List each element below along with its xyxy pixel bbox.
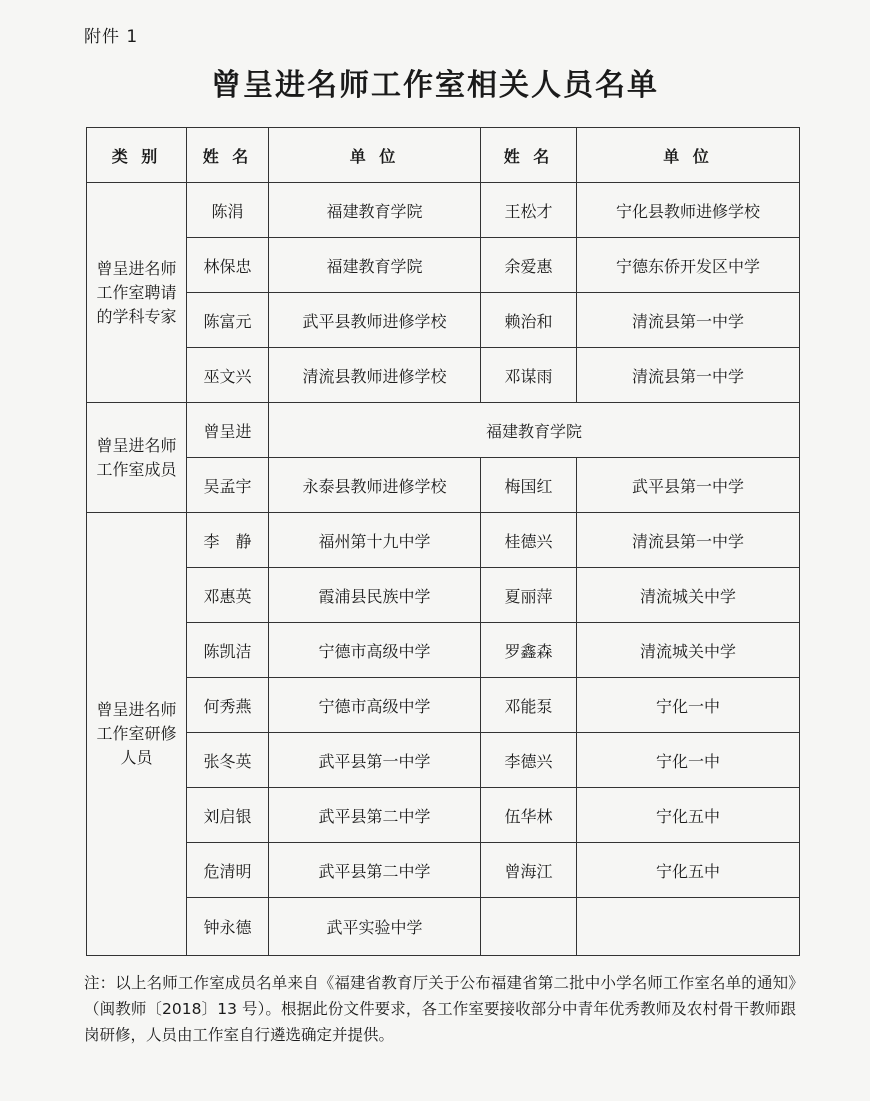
name-cell: 夏丽萍 [481,568,577,623]
unit-cell: 清流县教师进修学校 [269,348,481,403]
unit-cell: 福州第十九中学 [269,513,481,568]
name-cell: 邓谋雨 [481,348,577,403]
unit-cell: 霞浦县民族中学 [269,568,481,623]
unit-cell [577,898,800,956]
unit-cell: 宁化五中 [577,843,800,898]
table-row [87,843,800,898]
name-cell: 邓惠英 [187,568,269,623]
attachment-label: 附件 1 [84,27,139,47]
name-cell [481,898,577,956]
name-cell: 巫文兴 [187,348,269,403]
name-cell: 赖治和 [481,293,577,348]
table-row [87,183,800,238]
name-cell: 何秀燕 [187,678,269,733]
unit-cell: 宁德东侨开发区中学 [577,238,800,293]
table-row [87,678,800,733]
name-cell: 罗鑫森 [481,623,577,678]
table-row [87,898,800,956]
name-cell: 王松才 [481,183,577,238]
table-row [87,348,800,403]
page-title: 曾呈进名师工作室相关人员名单 [211,68,659,103]
header-category: 类 别 [87,128,187,183]
name-cell: 刘启银 [187,788,269,843]
unit-cell-merged: 福建教育学院 [269,403,800,458]
table-row [87,458,800,513]
table-row [87,238,800,293]
unit-cell: 武平县第一中学 [269,733,481,788]
header-name-2: 姓 名 [481,128,577,183]
table-row [87,403,800,458]
unit-cell: 宁化一中 [577,678,800,733]
unit-cell: 武平县第二中学 [269,843,481,898]
name-cell: 钟永德 [187,898,269,956]
table-row [87,513,800,568]
roster-table [86,127,800,956]
name-cell: 曾呈进 [187,403,269,458]
category-cell-trainees: 曾呈进名师工作室研修人员 [87,513,187,956]
category-cell-experts: 曾呈进名师工作室聘请的学科专家 [87,183,187,403]
header-name-1: 姓 名 [187,128,269,183]
name-cell: 陈富元 [187,293,269,348]
unit-cell: 福建教育学院 [269,183,481,238]
name-cell: 陈涓 [187,183,269,238]
table-row [87,568,800,623]
category-cell-members: 曾呈进名师工作室成员 [87,403,187,513]
footnote: 注：以上名师工作室成员名单来自《福建省教育厅关于公布福建省第二批中小学名师工作室名单的通知》（闽教师〔2018〕13 号）。根据此份文件要求，各工作室要接收部分中青年优秀教师及农村骨干教师跟岗研修，人员由工作室自行遴选确定并提供。 [84,974,796,1044]
name-cell: 危清明 [187,843,269,898]
unit-cell: 永泰县教师进修学校 [269,458,481,513]
name-cell: 邓能泵 [481,678,577,733]
unit-cell: 宁德市高级中学 [269,623,481,678]
table-row [87,733,800,788]
name-cell: 陈凯洁 [187,623,269,678]
unit-cell: 福建教育学院 [269,238,481,293]
unit-cell: 武平县第二中学 [269,788,481,843]
unit-cell: 宁化一中 [577,733,800,788]
unit-cell: 宁德市高级中学 [269,678,481,733]
name-cell: 梅国红 [481,458,577,513]
table-row [87,788,800,843]
name-cell: 伍华林 [481,788,577,843]
name-cell: 曾海江 [481,843,577,898]
header-row [87,128,800,183]
table-row [87,623,800,678]
name-cell: 余爱惠 [481,238,577,293]
name-cell: 吴孟宇 [187,458,269,513]
header-unit-2: 单 位 [577,128,800,183]
unit-cell: 清流县第一中学 [577,348,800,403]
header-unit-1: 单 位 [269,128,481,183]
unit-cell: 宁化县教师进修学校 [577,183,800,238]
unit-cell: 清流县第一中学 [577,513,800,568]
name-cell: 桂德兴 [481,513,577,568]
unit-cell: 武平县第一中学 [577,458,800,513]
unit-cell: 清流城关中学 [577,623,800,678]
table-row [87,293,800,348]
unit-cell: 宁化五中 [577,788,800,843]
unit-cell: 清流县第一中学 [577,293,800,348]
unit-cell: 清流城关中学 [577,568,800,623]
name-cell: 李德兴 [481,733,577,788]
name-cell: 李 静 [187,513,269,568]
unit-cell: 武平县教师进修学校 [269,293,481,348]
name-cell: 张冬英 [187,733,269,788]
name-cell: 林保忠 [187,238,269,293]
unit-cell: 武平实验中学 [269,898,481,956]
